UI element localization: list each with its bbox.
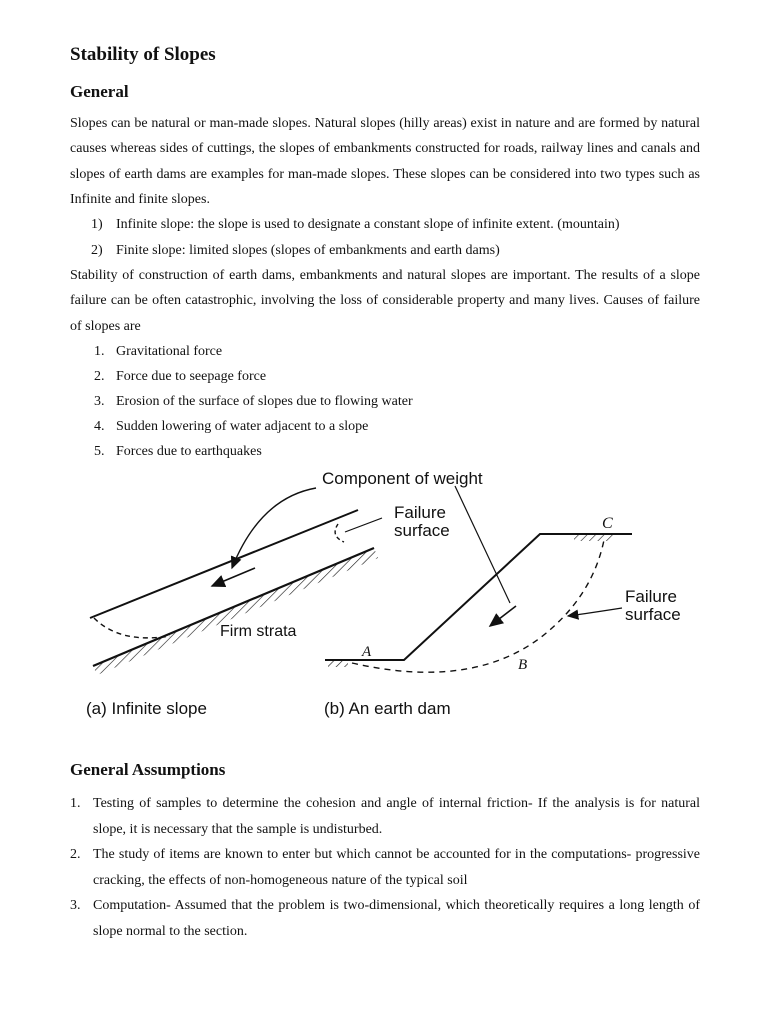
slope-types-list	[70, 212, 700, 263]
dam-failure-surface	[352, 540, 604, 672]
component-of-weight-label: Component of weight	[322, 469, 483, 489]
list-item: 1. Testing of samples to determine the cohesion and angle of internal friction- If the analysis is for natural slope, it is necessary that the sample is undisturbed.	[70, 796, 700, 837]
failure-surface-dash	[335, 524, 344, 542]
section-heading-general: General	[70, 82, 129, 101]
page-title: Stability of Slopes	[70, 44, 216, 65]
surface-label: surface	[394, 521, 450, 541]
failure-label: Failure	[394, 503, 446, 523]
caption-infinite-slope: (a) Infinite slope	[86, 699, 207, 719]
firm-strata-hatch	[93, 548, 378, 675]
infinite-slope-drawing	[86, 488, 382, 718]
point-a-label: A	[362, 644, 372, 661]
list-item: 4. Sudden lowering of water adjacent to a slope	[94, 419, 369, 435]
ground-surface-line	[90, 510, 358, 618]
list-item: 1) Infinite slope: the slope is used to designate a constant slope of infinite extent. (mountain)	[91, 217, 620, 233]
list-item: 3. Computation- Assumed that the problem is two-dimensional, which theoretically requires a long length of slope normal to the section.	[70, 898, 700, 939]
ground-hatch-a	[328, 661, 348, 667]
assumptions-list	[70, 791, 700, 944]
weight-arrow	[212, 568, 255, 586]
list-item: 3. Erosion of the surface of slopes due to flowing water	[94, 394, 413, 410]
leader-line	[455, 486, 510, 603]
dam-weight-arrow	[490, 606, 516, 626]
firm-strata-label: Firm strata	[220, 623, 297, 641]
list-item: 2) Finite slope: limited slopes (slopes of embankments and earth dams)	[91, 242, 500, 258]
stability-paragraph: Stability of construction of earth dams, embankments and natural slopes are important. The results of a slope failure can be often catastrophic, involving the loss of considerable property and many lives. Causes of failure of slopes are	[70, 268, 700, 334]
slope-diagram	[0, 468, 768, 758]
document-page	[70, 42, 700, 944]
point-c-label: C	[602, 515, 613, 533]
leader-line	[345, 518, 382, 532]
dam-surface-label: surface	[625, 605, 681, 625]
dam-failure-leader	[568, 608, 622, 616]
failure-causes-list	[70, 339, 700, 464]
list-item: 2. The study of items are known to enter but which cannot be accounted for in the computations- progressive cracking, the effects of non-homogeneous nature of the typical soil	[70, 847, 700, 888]
failure-surface-dash	[94, 618, 170, 638]
ground-hatch-c	[574, 535, 614, 541]
list-item: 5. Forces due to earthquakes	[94, 444, 262, 460]
slope-figure	[70, 468, 700, 758]
list-item: 1. Gravitational force	[94, 344, 223, 360]
earth-dam-drawing	[324, 486, 681, 718]
dam-failure-label: Failure	[625, 587, 677, 607]
list-item: 2. Force due to seepage force	[94, 369, 267, 385]
intro-paragraph: Slopes can be natural or man-made slopes. Natural slopes (hilly areas) exist in nature and are formed by natural causes whereas sides of cuttings, the slopes of embankments constructed for roads, railway lines and canals and slopes of earth dams are examples for man-made slopes. These slopes can be considered into two types such as Infinite and finite slopes.	[70, 116, 700, 207]
point-b-label: B	[518, 657, 528, 674]
assumptions-section	[70, 758, 700, 944]
section-heading-assumptions: General Assumptions	[70, 760, 226, 780]
caption-earth-dam: (b) An earth dam	[324, 699, 451, 719]
